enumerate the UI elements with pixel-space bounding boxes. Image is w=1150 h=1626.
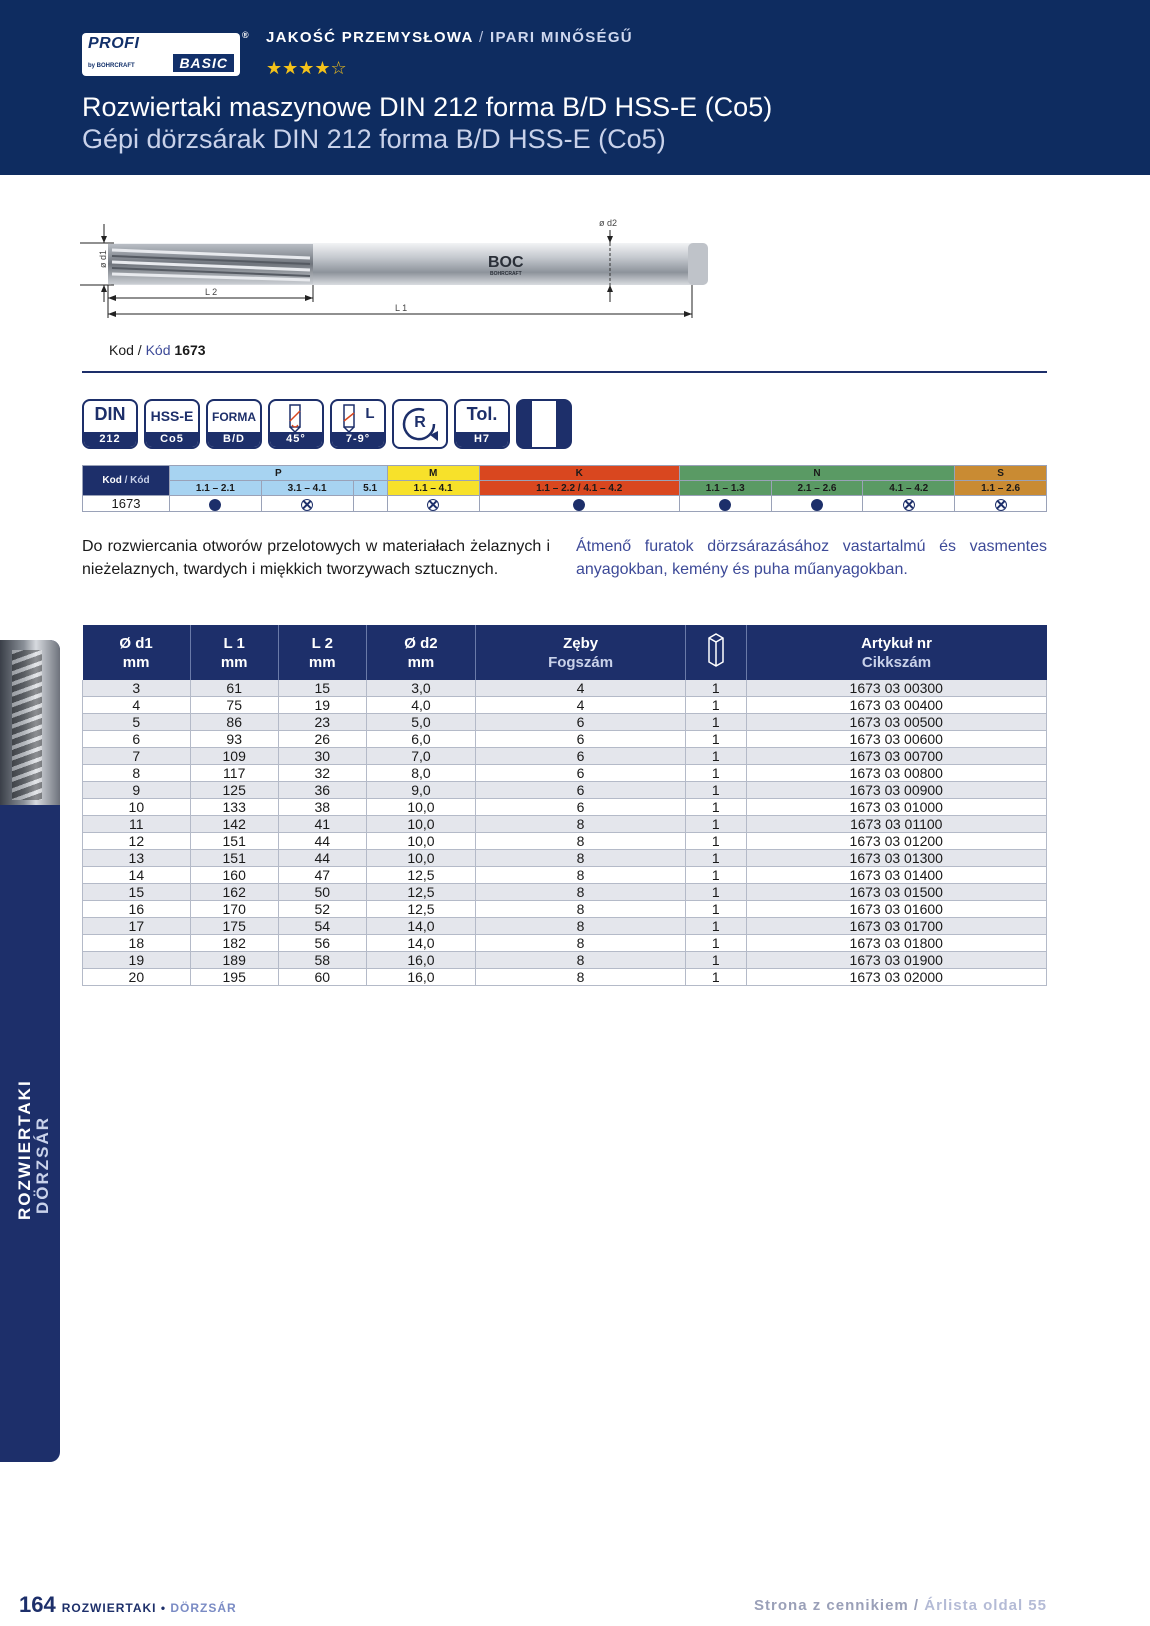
table-cell: 44: [278, 833, 366, 850]
suitability-cell: [170, 496, 262, 512]
angle-45-icon: 45°: [268, 399, 324, 449]
product-code: [109, 342, 206, 358]
suitability-cell: [679, 496, 771, 512]
group-k: K: [479, 466, 679, 481]
table-row: [83, 731, 1047, 748]
table-row: [83, 697, 1047, 714]
table-cell: 1673 03 00400: [746, 697, 1046, 714]
reamer-technical-drawing: [80, 210, 730, 330]
footer-section: ROZWIERTAKI • DÖRZSÁR: [61, 1601, 237, 1615]
table-cell: 1: [686, 867, 746, 884]
table-cell: 3,0: [366, 680, 475, 697]
col-teeth-header: Zęby Fogszám: [476, 625, 686, 680]
table-cell: 8: [476, 901, 686, 918]
table-cell: 1: [686, 680, 746, 697]
description-pl: Do rozwiercania otworów przelotowych w materiałach żelaznych i nieżelaznych, twardych i miękkich tworzywach sztucznych.: [82, 538, 550, 578]
table-cell: 17: [83, 918, 191, 935]
table-cell: 10,0: [366, 799, 475, 816]
table-cell: 1: [686, 969, 746, 986]
table-cell: 6: [476, 799, 686, 816]
star-filled-icon: ★★★★: [266, 58, 331, 79]
logo-profi-text: PROFI: [88, 35, 140, 52]
table-cell: 8: [476, 935, 686, 952]
table-cell: 1673 03 00700: [746, 748, 1046, 765]
table-cell: 1673 03 01900: [746, 952, 1046, 969]
code-label-hu: Kód: [145, 342, 171, 358]
table-cell: 14: [83, 867, 191, 884]
col-article-header: Artykuł nr Cikkszám: [746, 625, 1046, 680]
table-cell: 10,0: [366, 816, 475, 833]
package-icon: [707, 632, 725, 668]
code-value: 1673: [174, 342, 206, 358]
drawing-brand: BOC: [488, 254, 524, 271]
suitability-cell: [261, 496, 353, 512]
feature-icons: [82, 399, 572, 449]
table-row: [83, 901, 1047, 918]
table-cell: 8: [476, 850, 686, 867]
table-cell: 1: [686, 731, 746, 748]
table-cell: 23: [278, 714, 366, 731]
table-cell: 18: [83, 935, 191, 952]
description-hu: Átmenő furatok dörzsárazásához vastartalmú és vasmentes anyagokban, kemény és puha műanyagokban.: [576, 538, 1047, 578]
table-cell: 12,5: [366, 867, 475, 884]
table-cell: 1673 03 02000: [746, 969, 1046, 986]
tolerance-icon: Tol. H7: [454, 399, 510, 449]
table-cell: 6: [476, 731, 686, 748]
angle-7-9-icon: L 7-9°: [330, 399, 386, 449]
table-cell: 7: [83, 748, 191, 765]
table-cell: 1: [686, 765, 746, 782]
product-data-table: [82, 625, 1047, 986]
table-row: [83, 918, 1047, 935]
table-cell: 1: [686, 901, 746, 918]
table-cell: 14,0: [366, 918, 475, 935]
quality-hu: IPARI MINŐSÉGŰ: [490, 29, 633, 46]
material-suitability-table: [82, 465, 1047, 512]
logo-basic-text: BASIC: [173, 54, 234, 72]
table-cell: 38: [278, 799, 366, 816]
kod-header: Kod / Kód: [83, 466, 170, 496]
table-cell: 3: [83, 680, 191, 697]
code-separator: /: [133, 342, 146, 358]
dim-l2-label: L 2: [205, 287, 218, 297]
table-cell: 142: [190, 816, 278, 833]
code-label-pl: Kod: [109, 342, 134, 358]
table-cell: 4: [476, 697, 686, 714]
reamer-thumbnail: [0, 640, 60, 805]
table-row: [83, 765, 1047, 782]
registered-mark: ®: [242, 30, 249, 40]
table-cell: 10,0: [366, 833, 475, 850]
page-title-hu: Gépi dörzsárak DIN 212 forma B/D HSS-E (Co5): [82, 124, 666, 154]
table-cell: 1: [686, 884, 746, 901]
table-cell: 19: [83, 952, 191, 969]
table-cell: 15: [278, 680, 366, 697]
material-group-row: [83, 466, 1047, 481]
range-cell: 1.1 – 2.6: [955, 481, 1047, 496]
table-cell: 41: [278, 816, 366, 833]
range-cell: 4.1 – 4.2: [863, 481, 955, 496]
table-cell: 189: [190, 952, 278, 969]
table-cell: 7,0: [366, 748, 475, 765]
material-range-row: [83, 481, 1047, 496]
table-cell: 8: [476, 867, 686, 884]
quality-label: [266, 29, 633, 46]
table-cell: 1673 03 00500: [746, 714, 1046, 731]
table-cell: 8: [476, 833, 686, 850]
dim-d1-label: ø d1: [98, 249, 108, 268]
table-cell: 19: [278, 697, 366, 714]
primary-suitability-icon: [573, 499, 585, 511]
quality-separator: /: [473, 29, 490, 46]
table-cell: 9,0: [366, 782, 475, 799]
secondary-suitability-icon: [995, 499, 1007, 511]
table-cell: 1673 03 01500: [746, 884, 1046, 901]
table-cell: 20: [83, 969, 191, 986]
table-cell: 11: [83, 816, 191, 833]
suitability-cell: [955, 496, 1047, 512]
table-cell: 125: [190, 782, 278, 799]
side-label-hu: DÖRZSÁR: [33, 1115, 52, 1214]
secondary-suitability-icon: [903, 499, 915, 511]
table-cell: 1673 03 01600: [746, 901, 1046, 918]
table-row: [83, 833, 1047, 850]
table-cell: 170: [190, 901, 278, 918]
table-cell: 6: [476, 748, 686, 765]
range-cell: 1.1 – 4.1: [387, 481, 479, 496]
side-label-pl: ROZWIERTAKI: [15, 1079, 34, 1220]
table-cell: 13: [83, 850, 191, 867]
table-cell: 12,5: [366, 901, 475, 918]
table-cell: 1: [686, 935, 746, 952]
table-cell: 6: [476, 782, 686, 799]
table-cell: 36: [278, 782, 366, 799]
table-cell: 47: [278, 867, 366, 884]
table-cell: 50: [278, 884, 366, 901]
primary-suitability-icon: [811, 499, 823, 511]
suitability-cell: [863, 496, 955, 512]
logo-by-text: by BOHRCRAFT: [88, 63, 135, 69]
primary-suitability-icon: [209, 499, 221, 511]
table-cell: 160: [190, 867, 278, 884]
table-cell: 12: [83, 833, 191, 850]
table-cell: 151: [190, 833, 278, 850]
din-icon: DIN 212: [82, 399, 138, 449]
quality-rating-stars: [266, 58, 347, 79]
table-cell: 32: [278, 765, 366, 782]
range-cell: 3.1 – 4.1: [261, 481, 353, 496]
shank-icon: [516, 399, 572, 449]
table-cell: 1: [686, 816, 746, 833]
table-cell: 1673 03 01700: [746, 918, 1046, 935]
table-cell: 10: [83, 799, 191, 816]
table-cell: 1: [686, 850, 746, 867]
table-row: [83, 935, 1047, 952]
table-cell: 61: [190, 680, 278, 697]
suitability-cell: [353, 496, 387, 512]
table-row: [83, 952, 1047, 969]
right-rotation-icon: R: [392, 399, 448, 449]
table-row: [83, 850, 1047, 867]
table-row: [83, 969, 1047, 986]
dim-l1-label: L 1: [395, 303, 408, 313]
table-cell: 6: [83, 731, 191, 748]
table-cell: 6: [476, 765, 686, 782]
table-cell: 86: [190, 714, 278, 731]
table-header-row: [83, 625, 1047, 680]
table-cell: 8: [476, 969, 686, 986]
table-row: [83, 748, 1047, 765]
group-s: S: [955, 466, 1047, 481]
section-divider: [82, 371, 1047, 373]
table-cell: 56: [278, 935, 366, 952]
table-cell: 195: [190, 969, 278, 986]
table-row: [83, 680, 1047, 697]
forma-icon: FORMA B/D: [206, 399, 262, 449]
table-cell: 6: [476, 714, 686, 731]
table-cell: 1673 03 00600: [746, 731, 1046, 748]
suitability-cell: [479, 496, 679, 512]
table-cell: 1673 03 01400: [746, 867, 1046, 884]
table-cell: 93: [190, 731, 278, 748]
table-row: [83, 816, 1047, 833]
table-cell: 1673 03 01200: [746, 833, 1046, 850]
page-title-pl: Rozwiertaki maszynowe DIN 212 forma B/D HSS-E (Co5): [82, 92, 773, 122]
range-cell: 1.1 – 1.3: [679, 481, 771, 496]
profi-basic-logo: [82, 33, 240, 76]
table-cell: 6,0: [366, 731, 475, 748]
group-p: P: [170, 466, 388, 481]
table-cell: 10,0: [366, 850, 475, 867]
table-body: [83, 680, 1047, 986]
table-row: [83, 714, 1047, 731]
table-cell: 1: [686, 748, 746, 765]
drawing-brand-sub: BOHRCRAFT: [490, 271, 522, 277]
table-cell: 1: [686, 782, 746, 799]
table-cell: 117: [190, 765, 278, 782]
table-cell: 16,0: [366, 969, 475, 986]
suitability-cell: [387, 496, 479, 512]
table-cell: 44: [278, 850, 366, 867]
table-cell: 133: [190, 799, 278, 816]
footer-price-list-ref: Strona z cennikiem / Árlista oldal 55: [754, 1597, 1047, 1614]
table-cell: 4: [476, 680, 686, 697]
dim-d2-label: ø d2: [599, 218, 618, 228]
table-cell: 12,5: [366, 884, 475, 901]
table-cell: 8: [476, 918, 686, 935]
table-cell: 4: [83, 697, 191, 714]
table-cell: 9: [83, 782, 191, 799]
table-row: [83, 782, 1047, 799]
table-cell: 1: [686, 697, 746, 714]
table-cell: 1673 03 00900: [746, 782, 1046, 799]
range-cell: 1.1 – 2.2 / 4.1 – 4.2: [479, 481, 679, 496]
table-cell: 26: [278, 731, 366, 748]
star-empty-icon: ☆: [330, 58, 347, 79]
table-cell: 1673 03 00300: [746, 680, 1046, 697]
table-cell: 8: [476, 884, 686, 901]
col-pack-header: [686, 625, 746, 680]
table-cell: 151: [190, 850, 278, 867]
side-section-tab: [0, 640, 60, 1462]
page-header: [0, 0, 1150, 175]
table-cell: 14,0: [366, 935, 475, 952]
table-cell: 1673 03 00800: [746, 765, 1046, 782]
page-number: 164: [19, 1592, 56, 1617]
table-cell: 4,0: [366, 697, 475, 714]
col-d2-header: Ø d2 mm: [366, 625, 475, 680]
group-m: M: [387, 466, 479, 481]
table-cell: 75: [190, 697, 278, 714]
range-cell: 1.1 – 2.1: [170, 481, 262, 496]
material-suitability-row: [83, 496, 1047, 512]
table-cell: 16,0: [366, 952, 475, 969]
table-cell: 8,0: [366, 765, 475, 782]
range-cell: 2.1 – 2.6: [771, 481, 863, 496]
table-row: [83, 884, 1047, 901]
table-cell: 58: [278, 952, 366, 969]
range-cell: 5.1: [353, 481, 387, 496]
col-l2-header: L 2 mm: [278, 625, 366, 680]
table-cell: 1673 03 01800: [746, 935, 1046, 952]
footer-page-info: [19, 1592, 237, 1618]
table-cell: 1: [686, 714, 746, 731]
table-cell: 1673 03 01000: [746, 799, 1046, 816]
table-cell: 8: [476, 952, 686, 969]
primary-suitability-icon: [719, 499, 731, 511]
table-cell: 5: [83, 714, 191, 731]
table-cell: 16: [83, 901, 191, 918]
table-cell: 1: [686, 918, 746, 935]
table-row: [83, 799, 1047, 816]
table-row: [83, 867, 1047, 884]
table-cell: 52: [278, 901, 366, 918]
table-cell: 1: [686, 952, 746, 969]
quality-pl: JAKOŚĆ PRZEMYSŁOWA: [266, 29, 474, 46]
table-cell: 8: [83, 765, 191, 782]
table-cell: 1: [686, 799, 746, 816]
table-cell: 1: [686, 833, 746, 850]
table-cell: 15: [83, 884, 191, 901]
table-cell: 30: [278, 748, 366, 765]
table-cell: 60: [278, 969, 366, 986]
col-l1-header: L 1 mm: [190, 625, 278, 680]
table-cell: 175: [190, 918, 278, 935]
table-cell: 162: [190, 884, 278, 901]
suitability-cell: [771, 496, 863, 512]
secondary-suitability-icon: [301, 499, 313, 511]
table-cell: 8: [476, 816, 686, 833]
hss-e-icon: HSS-E Co5: [144, 399, 200, 449]
group-n: N: [679, 466, 954, 481]
table-cell: 182: [190, 935, 278, 952]
col-d1-header: Ø d1 mm: [83, 625, 191, 680]
secondary-suitability-icon: [427, 499, 439, 511]
table-cell: 1673 03 01100: [746, 816, 1046, 833]
table-cell: 109: [190, 748, 278, 765]
table-cell: 5,0: [366, 714, 475, 731]
side-section-label: [16, 1079, 52, 1220]
table-cell: 54: [278, 918, 366, 935]
table-cell: 1673 03 01300: [746, 850, 1046, 867]
row-code: 1673: [83, 496, 170, 512]
